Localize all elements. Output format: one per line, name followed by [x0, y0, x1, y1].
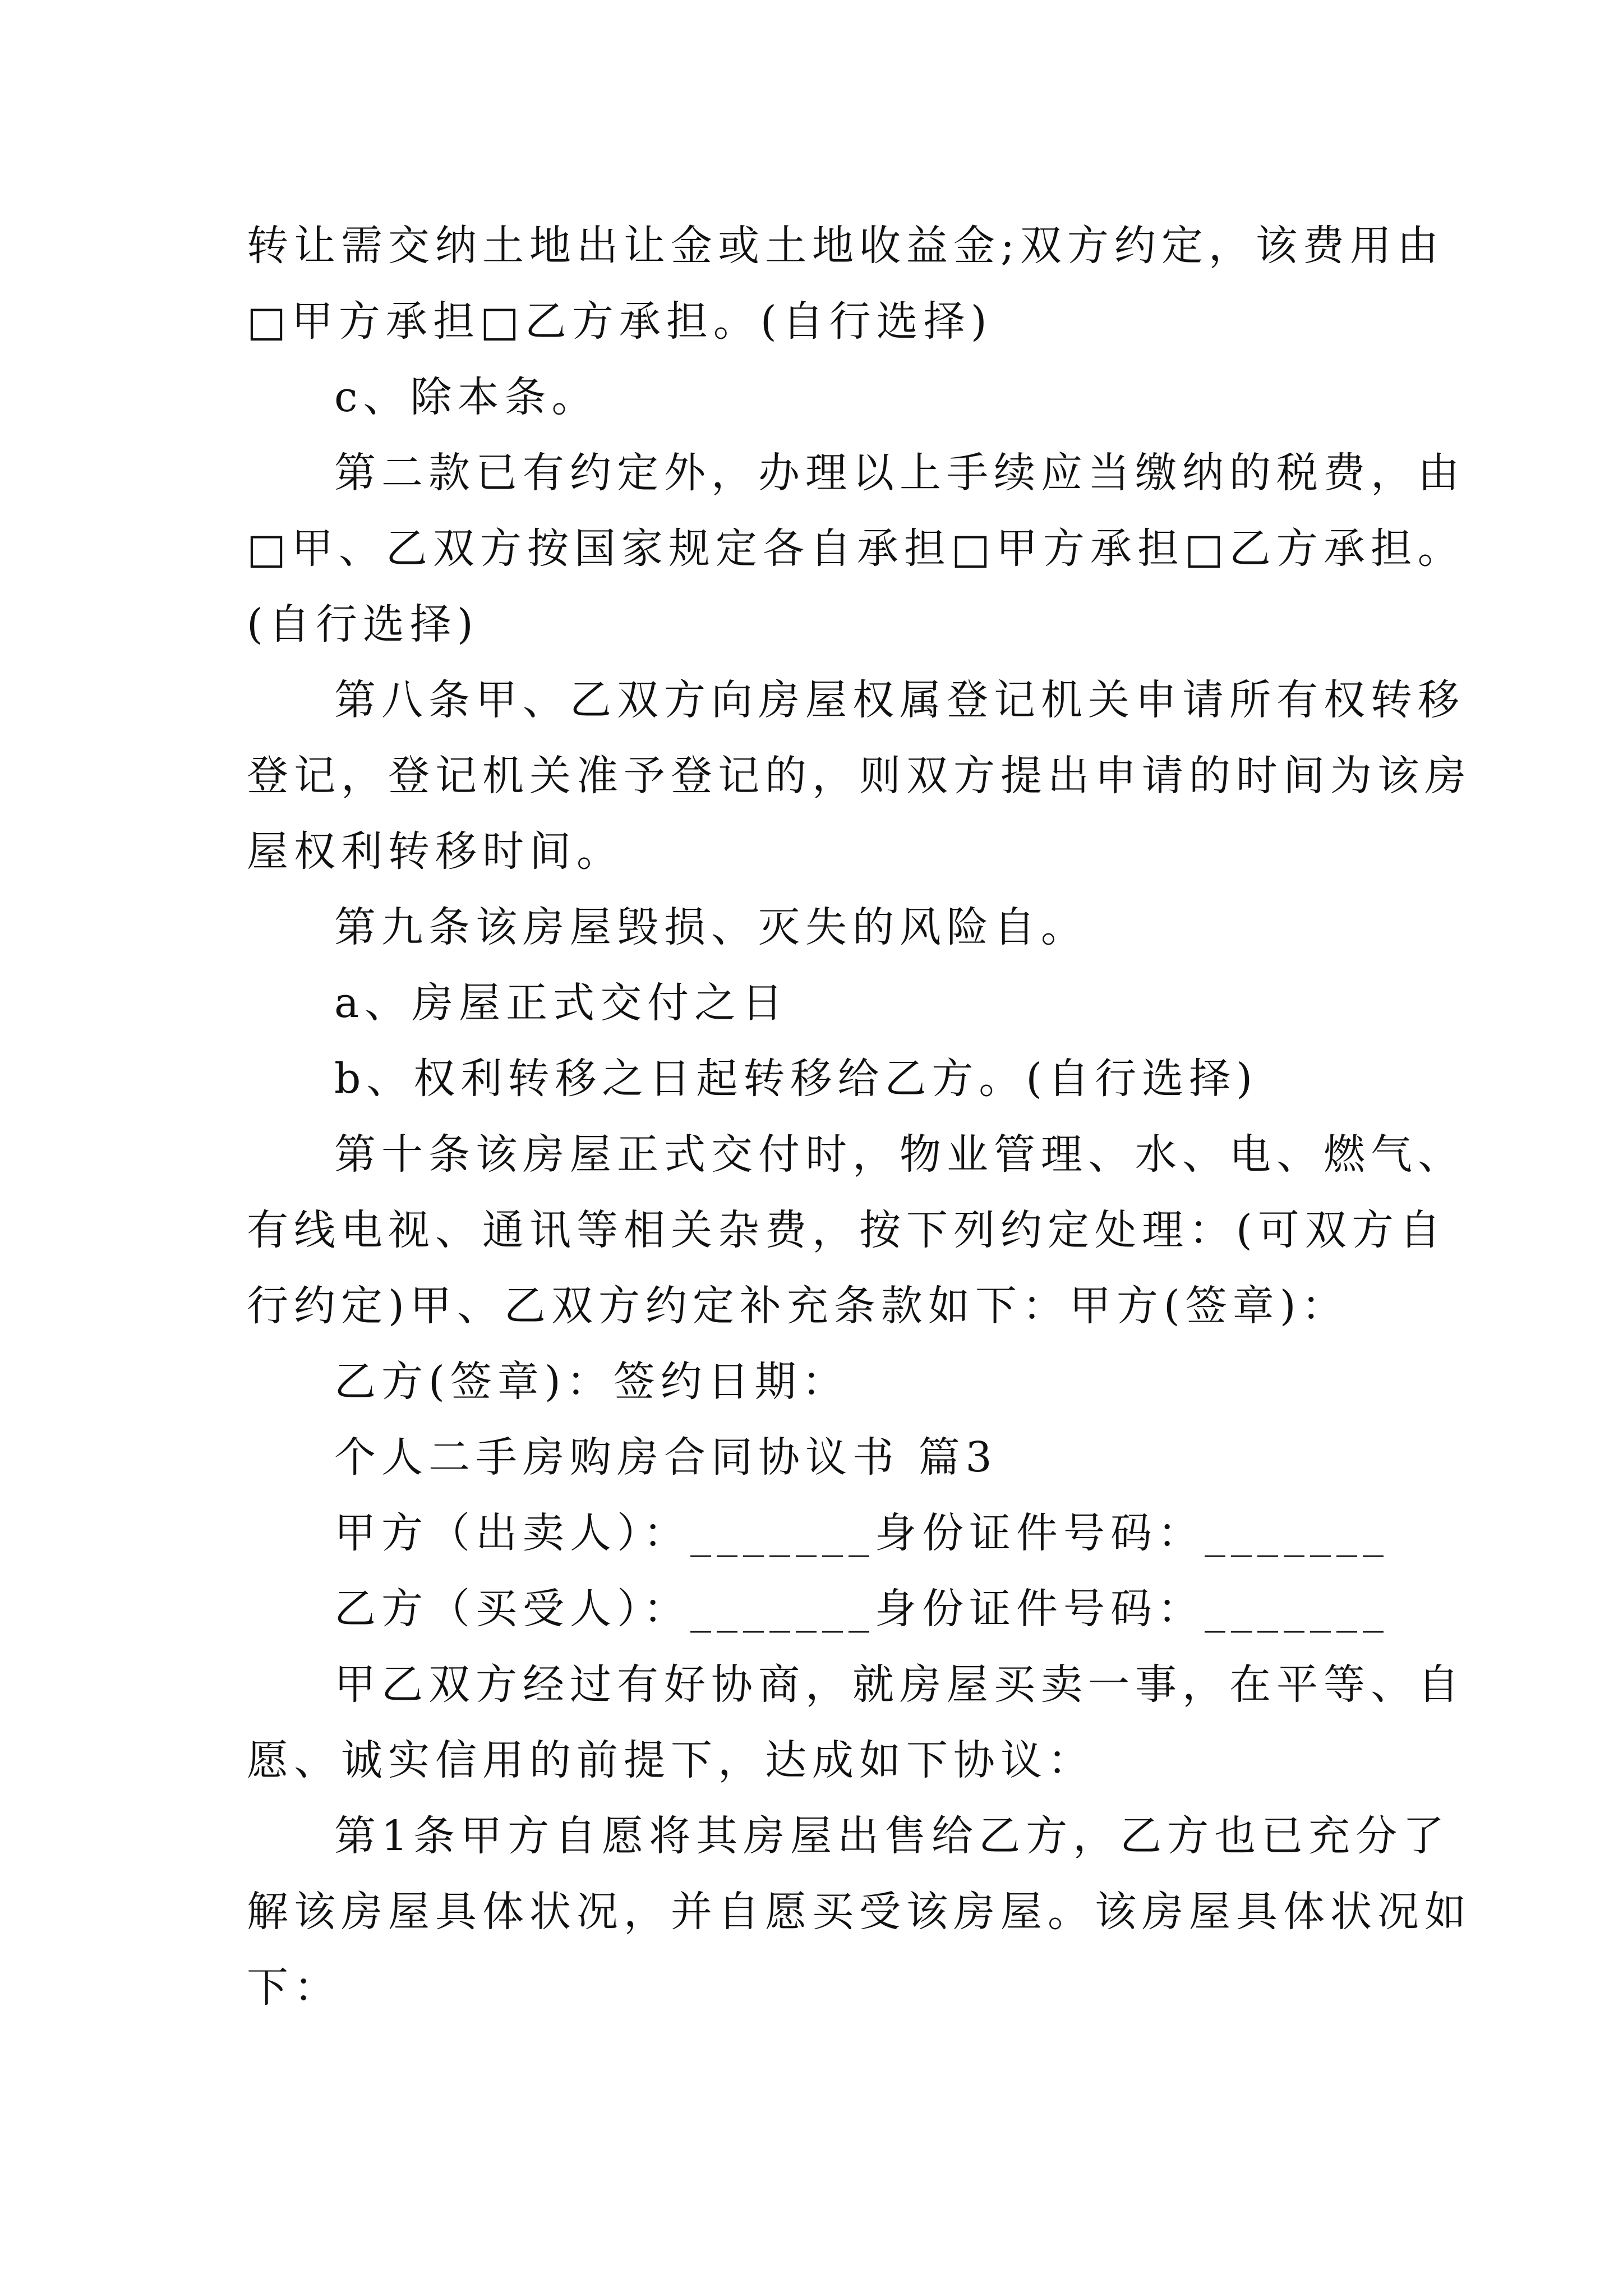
text-line: 有线电视、通讯等相关杂费，按下列约定处理：(可双方自 — [247, 1206, 1446, 1254]
text-line: 甲乙双方经过有好协商，就房屋买卖一事，在平等、自 — [334, 1660, 1465, 1709]
text-line: b、权利转移之日起转移给乙方。(自行选择) — [334, 1055, 1258, 1103]
text-line: 第九条该房屋毁损、灭失的风险自。 — [334, 903, 1088, 951]
text-line: □甲方承担□乙方承担。(自行选择) — [247, 297, 993, 346]
section-heading: 个人二手房购房合同协议书 篇3 — [334, 1433, 998, 1481]
text-line: 转让需交纳土地出让金或土地收益金;双方约定，该费用由 — [247, 222, 1444, 270]
text-line: 第1条甲方自愿将其房屋出售给乙方，乙方也已充分了 — [334, 1812, 1450, 1860]
text-line: (自行选择) — [247, 600, 479, 648]
text-line: 行约定)甲、乙双方约定补充条款如下：甲方(签章)： — [247, 1282, 1349, 1330]
text-line: a、房屋正式交付之日 — [334, 979, 789, 1027]
text-line: 第八条甲、乙双方向房屋权属登记机关申请所有权转移 — [334, 676, 1465, 724]
seller-line: 甲方（出卖人）：_______身份证件号码：_______ — [334, 1509, 1389, 1557]
text-line: 解该房屋具体状况，并自愿买受该房屋。该房屋具体状况如 — [247, 1888, 1472, 1936]
text-line: 下： — [247, 1963, 341, 2012]
text-line: 乙方(签章)：签约日期： — [334, 1358, 849, 1406]
text-line: 登记，登记机关准予登记的，则双方提出申请的时间为该房 — [247, 752, 1472, 800]
text-line: 第十条该房屋正式交付时，物业管理、水、电、燃气、 — [334, 1130, 1465, 1179]
text-line: □甲、乙双方按国家规定各自承担□甲方承担□乙方承担。 — [247, 524, 1465, 573]
text-line: 屋权利转移时间。 — [247, 827, 624, 876]
buyer-line: 乙方（买受人）：_______身份证件号码：_______ — [334, 1585, 1389, 1633]
text-line: c、除本条。 — [334, 373, 599, 421]
text-line: 愿、诚实信用的前提下，达成如下协议： — [247, 1736, 1095, 1784]
text-line: 第二款已有约定外，办理以上手续应当缴纳的税费，由 — [334, 449, 1465, 497]
